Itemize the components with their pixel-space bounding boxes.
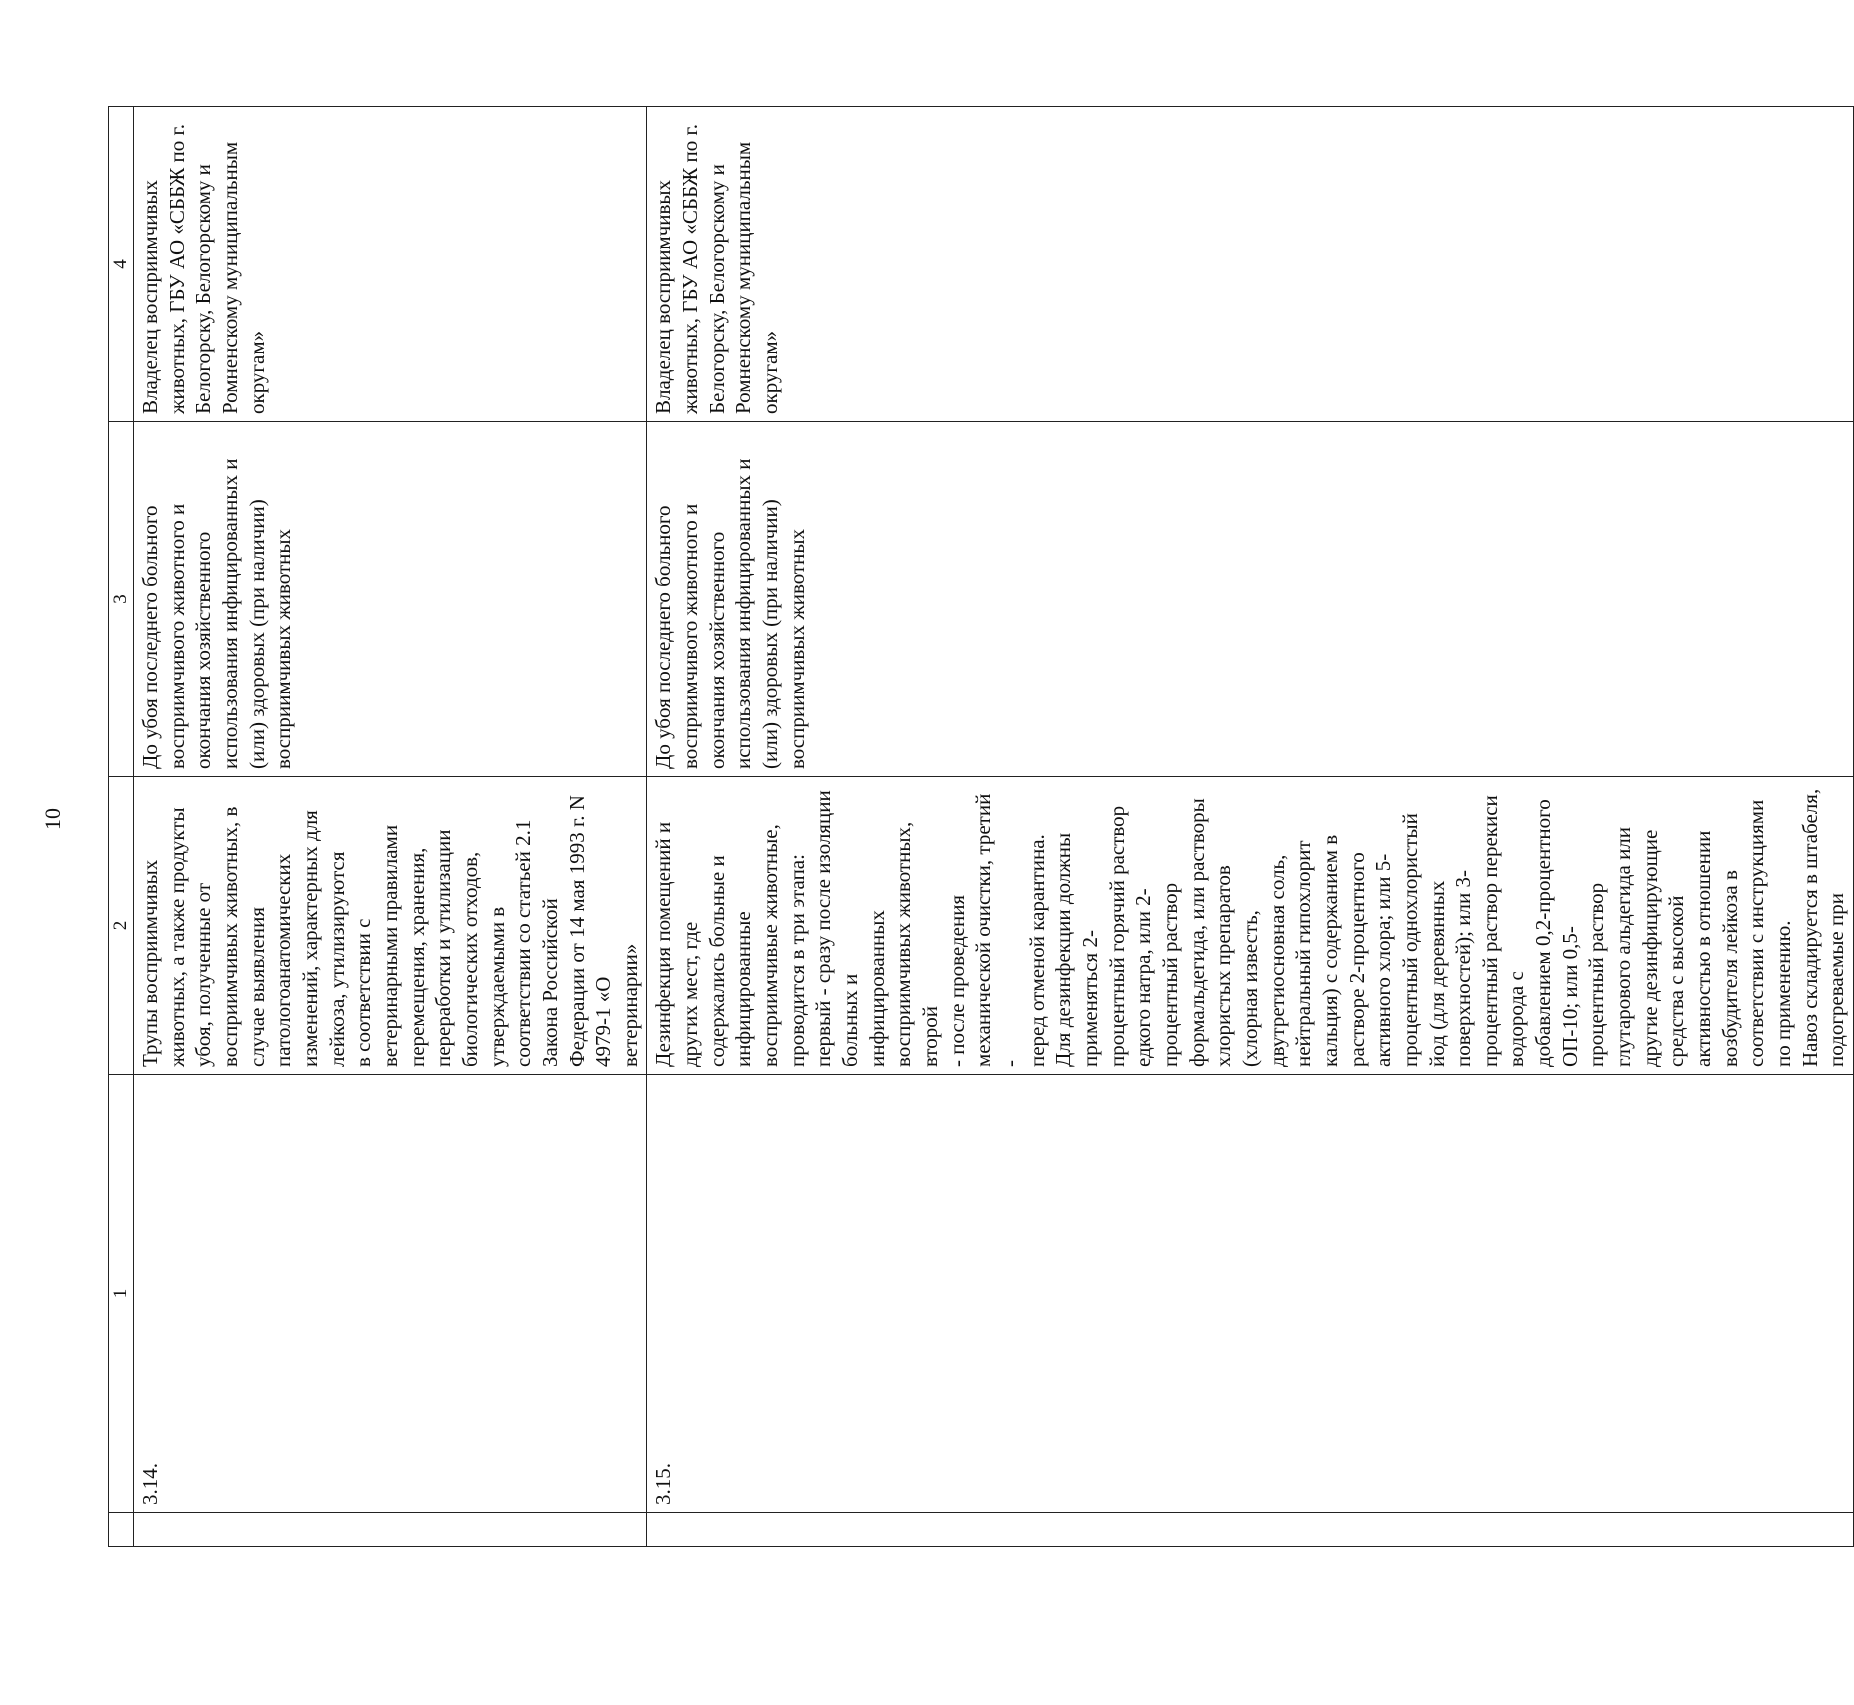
measures-table — [108, 106, 1854, 1547]
responsible-text: Владелец восприимчивых животных, ГБУ АО «СББЖ по г. Белогорску, Белогорскому и Ромненскому муниципальным округам» — [651, 123, 783, 414]
row-number: 3.15. — [647, 1075, 1854, 1513]
header-margin-cell — [109, 1513, 134, 1547]
margin-cell — [647, 1513, 1854, 1547]
row-deadline — [134, 422, 647, 777]
header-row — [109, 107, 134, 1547]
row-description — [647, 777, 1854, 1075]
description-text: Дезинфекция помещений и других мест, где содержались больные и инфицированные восприимчивые животные, проводится в три этапа: первый - сразу после изоляции больных и инфицированных восприимчивых животных, второй - после проведения механической очистки, третий - перед отменой карантина. Для дезинфекции должны применяться 2- процентный горячий раствор едкого натра, или 2- процентный раствор формальдегида, или растворы хлористых препаратов (хлорная известь, двутретиосновная соль, нейтральный гипохлорит кальция) с содержанием в растворе 2-процентного активного хлора; или 5-процентный однохлористый йод (для деревянных поверхностей); или 3- процентный раствор перекиси водорода с добавлением 0,2-процентного ОП-10; или 0,5- процентный раствор глутарового альдегида или другие дезинфицирующие средства с высокой активностью в отношении возбудителя лейкоза в соответствии с инструкциями по применению. Навоз складируется в штабеля, подогреваемые при — [651, 788, 1849, 1067]
header-col-1: 1 — [109, 1075, 134, 1513]
row-responsible — [134, 107, 647, 422]
row-deadline — [647, 422, 1854, 777]
row-description — [134, 777, 647, 1075]
page-number: 10 — [40, 808, 65, 830]
table-row — [134, 107, 647, 1547]
deadline-text: До убоя последнего больного восприимчивого животного и окончания хозяйственного использования инфицированных и (или) здоровых (при наличии) восприимчивых животных — [651, 458, 809, 769]
row-responsible — [647, 107, 1854, 422]
responsible-text: Владелец восприимчивых животных, ГБУ АО «СББЖ по г. Белогорску, Белогорскому и Ромненскому муниципальным округам» — [138, 123, 269, 414]
header-col-4: 4 — [109, 107, 134, 422]
header-col-3: 3 — [109, 422, 134, 777]
deadline-text: До убоя последнего больного восприимчивого животного и окончания хозяйственного использования инфицированных и (или) здоровых (при наличии) восприимчивых животных — [138, 458, 296, 769]
margin-cell — [134, 1513, 647, 1547]
header-col-2: 2 — [109, 777, 134, 1075]
description-text: Трупы восприимчивых животных, а также продукты убоя, полученные от восприимчивых животных, в случае выявления патологоанатомических изменений, характерных для лейкоза, утилизируются в соответствии с ветеринарными правилами перемещения, хранения, переработки и утилизации биологических отходов, утверждаемыми в соответствии со статьей 2.1 Закона Российской Федерации от 14 мая 1993 г. N 4979-1 «О ветеринарии» — [138, 795, 642, 1067]
table-row — [647, 107, 1854, 1547]
row-number: 3.14. — [134, 1075, 647, 1513]
